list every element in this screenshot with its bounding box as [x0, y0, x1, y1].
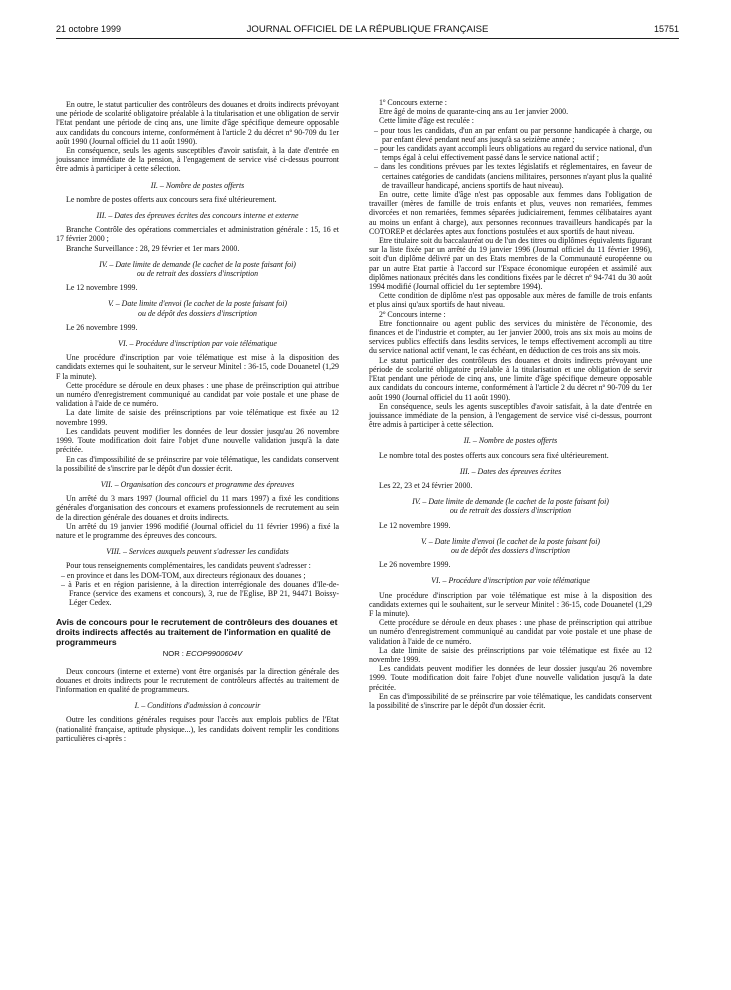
section-heading: IV. – Date limite de demande (le cachet de la poste faisant foi)	[412, 497, 609, 507]
paragraph: Etre titulaire soit du baccalauréat ou de l'un des titres ou diplômes équivalents figurant sur la liste fixée par un arrêté du 19 janvier 1996 (Journal officiel du 11 février 1996), soit d'un diplôme délivré par un des Etats membres de la Communauté européenne ou par un autre Etat partie à l'accord sur l'Espace économique européen et assimilé aux diplômes nationaux précités dans les conditions fixées par le décret nº 94-741 du 30 août 1994 modifié (Journal officiel du 1er septembre 1994).	[369, 236, 652, 292]
section-heading: VII. – Organisation des concours et programme des épreuves	[100, 479, 295, 489]
section-heading: V. – Date limite d'envoi (le cachet de la poste faisant foi)	[420, 536, 601, 546]
paragraph: Etre fonctionnaire ou agent public des services du ministère de l'économie, des finances et de l'industrie et compter, au 1er janvier 2000, trois ans six mois au moins de services publics effectifs dans lesdits services, le temps effectivement accompli au titre du service national actif venant, le cas échéant, en déduction de ces trois ans six mois.	[369, 318, 652, 356]
journal-title: JOURNAL OFFICIEL DE LA RÉPUBLIQUE FRANÇAISE	[246, 24, 489, 35]
section-heading: VIII. – Services auxquels peuvent s'adresser les candidats	[106, 547, 289, 557]
paragraph: Le 26 novembre 1999.	[379, 560, 451, 570]
paragraph: En outre, le statut particulier des contrôleurs des douanes et droits indirects prévoyant une période de scolarité obligatoire préalable à la titularisation et une obligation de servir l'Etat pendant une période de cinq ans, une limite d'âge spécifique demeure opposable aux candidats du concours interne, conformément à l'article 2 du décret nº 90-709 du 1er août 1990 (Journal officiel du 11 août 1990).	[56, 100, 339, 146]
section-heading: V. – Date limite d'envoi (le cachet de la poste faisant foi)	[107, 299, 288, 309]
notice-title: Avis de concours pour le recrutement de contrôleurs des douanes et droits indirects affectés au traitement de l'information en qualité de programmeurs	[56, 617, 338, 648]
section-heading-cont: ou de dépôt des dossiers d'inscription	[451, 545, 570, 555]
paragraph: Cette condition de diplôme n'est pas opposable aux mères de famille de trois enfants et plus ainsi qu'aux sportifs de haut niveau.	[369, 291, 652, 310]
section-heading-cont: ou de retrait des dossiers d'inscription	[136, 269, 259, 279]
paragraph: Les candidats peuvent modifier les données de leur dossier jusqu'au 26 novembre 1999. Toute modification doit faire l'objet d'une nouvelle validation jusqu'à la date précitée.	[369, 664, 652, 692]
paragraph: Cette limite d'âge est reculée :	[379, 116, 474, 126]
paragraph: La date limite de saisie des préinscriptions par voie télématique est fixée au 12 novembre 1999.	[369, 645, 652, 664]
paragraph: Une procédure d'inscription par voie télématique est mise à la disposition des candidats externes qui le souhaitent, sur le serveur Minitel : 36-15, code Douanetel (1,29 F la minute).	[369, 590, 652, 618]
nor-label: NOR :	[162, 649, 184, 659]
paragraph: Pour tous renseignements complémentaires, les candidats peuvent s'adresser :	[66, 561, 311, 571]
paragraph: Cette procédure se déroule en deux phases : une phase de préinscription qui attribue un numéro d'enregistrement communiqué au candidat par voie postale et une phase de validation à l'aide de ce numéro.	[369, 618, 652, 646]
paragraph: En conséquence, seuls les agents susceptibles d'avoir satisfait, à la date d'entrée en jouissance immédiate de la pension, à l'engagement de service visé ci-dessus pourront être admis à participer à cette sélection.	[56, 146, 339, 174]
section-heading: IV. – Date limite de demande (le cachet de la poste faisant foi)	[99, 259, 296, 269]
paragraph: En outre, cette limite d'âge n'est pas opposable aux femmes dans l'obligation de travailler (mères de famille de trois enfants et plus, veuves non remariées, femmes divorcées et non remariées, femmes séparées judiciairement, femmes célibataires ayant au moins un enfant à charge), aux personnes reconnues travailleurs handicapés par la COTOREP et déclarées aptes aux fonctions postulées et aux sportifs de haut niveau.	[369, 190, 652, 236]
section-heading: III. – Dates des épreuves écrites	[459, 466, 562, 476]
paragraph: Le 12 novembre 1999.	[379, 520, 451, 530]
section-heading-cont: ou de retrait des dossiers d'inscription	[449, 506, 572, 516]
paragraph: Outre les conditions générales requises pour l'accès aux emplois publics de l'Etat (nationalité française, aptitude physique...), les candidats doivent remplir les conditions particulières ci-après :	[56, 715, 339, 743]
paragraph: Les candidats peuvent modifier les données de leur dossier jusqu'au 26 novembre 1999. Toute modification doit faire l'objet d'une nouvelle validation jusqu'à la date précitée.	[56, 426, 339, 455]
section-heading: II. – Nombre de postes offerts	[463, 436, 558, 446]
subheading: 1º Concours externe :	[379, 98, 447, 107]
paragraph: Le 26 novembre 1999.	[66, 322, 138, 332]
section-heading-cont: ou de dépôt des dossiers d'inscription	[138, 308, 257, 318]
paragraph: En conséquence, seuls les agents susceptibles d'avoir satisfait, à la date d'entrée en jouissance immédiate de la pension, à l'engagement de service visé ci-dessus, pourront être admis à participer à cette sélection.	[369, 401, 652, 430]
paragraph: Cette procédure se déroule en deux phases : une phase de préinscription qui attribue un numéro d'enregistrement communiqué au candidat par voie postale et une phase de validation à l'aide de ce numéro.	[56, 380, 339, 409]
paragraph: Branche Surveillance : 28, 29 février et 1er mars 2000.	[66, 243, 240, 253]
paragraph: La date limite de saisie des préinscriptions par voie télématique est fixée au 12 novembre 1999.	[56, 408, 339, 427]
list-item: – pour les candidats ayant accompli leurs obligations au regard du service national, d'un temps égal à celui effectivement passé dans le service national actif ;	[374, 144, 652, 163]
subheading: 2º Concours interne :	[379, 309, 446, 319]
paragraph: Le nombre de postes offerts aux concours sera fixé ultérieurement.	[66, 194, 277, 204]
paragraph: Le statut particulier des contrôleurs des douanes et droits indirects prévoyant une période de scolarité obligatoire préalable à la titularisation et une obligation de servir l'Etat pendant une période de cinq ans, une limite d'âge spécifique demeure opposable aux candidats du concours interne, conformément à l'article 2 du décret nº 90-709 du 1er août 1990 (Journal officiel du 11 août 1990).	[369, 355, 652, 402]
section-heading: I. – Conditions d'admission à concourir	[134, 701, 261, 711]
section-heading: III. – Dates des épreuves écrites des concours interne et externe	[96, 211, 299, 221]
page-header	[56, 22, 679, 39]
paragraph: En cas d'impossibilité de se préinscrire par voie télématique, les candidats conservent la possibilité de s'inscrire par le dépôt d'un dossier écrit.	[369, 691, 652, 710]
list-item: – pour tous les candidats, d'un an par enfant ou par personne handicapée à charge, ou par enfant élevé pendant neuf ans jusqu'à sa seizième année ;	[374, 125, 652, 144]
paragraph: Un arrêté du 3 mars 1997 (Journal officiel du 11 mars 1997) a fixé les conditions générales d'organisation des concours et examens professionnels de recrutement au sein de la direction générale des douanes et droits indirects.	[56, 494, 339, 522]
section-heading: II. – Nombre de postes offerts	[150, 180, 245, 190]
paragraph: Le 12 novembre 1999.	[66, 283, 138, 293]
paragraph: Une procédure d'inscription par voie télématique est mise à la disposition des candidats externes qui le souhaitent, sur le serveur Minitel : 36-15, code Douanetel (1,29 F la minute).	[56, 353, 339, 381]
list-item: – en province et dans les DOM-TOM, aux directeurs régionaux des douanes ;	[61, 570, 306, 580]
section-heading: VI. – Procédure d'inscription par voie télématique	[431, 576, 590, 586]
paragraph: Etre âgé de moins de quarante-cinq ans au 1er janvier 2000.	[379, 107, 569, 117]
section-heading: VI. – Procédure d'inscription par voie télématique	[118, 339, 277, 349]
paragraph: Un arrêté du 19 janvier 1996 modifié (Journal officiel du 11 février 1996) a fixé la nature et le programme des épreuves des concours.	[56, 521, 339, 540]
list-item: – à Paris et en région parisienne, à la direction interrégionale des douanes d'Ile-de-France (service des examens et concours), 3, rue de l'Eglise, BP 21, 94471 Boissy-Léger Cedex.	[61, 579, 339, 608]
paragraph: Le nombre total des postes offerts aux concours sera fixé ultérieurement.	[379, 450, 609, 460]
page-number: 15751	[653, 24, 679, 34]
paragraph: En cas d'impossibilité de se préinscrire par voie télématique, les candidats conservent la possibilité de s'inscrire par le dépôt d'un dossier écrit.	[56, 454, 339, 473]
right-column	[369, 98, 652, 710]
nor-code: ECOP9900604V	[186, 649, 243, 659]
left-column	[56, 100, 339, 743]
list-item: – dans les conditions prévues par les textes législatifs et réglementaires, en faveur de certaines catégories de candidats (anciens militaires, personnes n'ayant plus la qualité de travailleur handicapé, anciens sportifs de haut niveau).	[374, 162, 652, 190]
paragraph: Deux concours (interne et externe) vont être organisés par la direction générale des douanes et droits indirects pour le recrutement de contrôleurs affectés au traitement de l'information en qualité de programmeurs.	[56, 666, 339, 694]
paragraph: Les 22, 23 et 24 février 2000.	[379, 480, 473, 490]
paragraph: Branche Contrôle des opérations commerciales et administration générale : 15, 16 et 17 février 2000 ;	[56, 225, 339, 244]
header-date: 21 octobre 1999	[56, 24, 122, 34]
nor-reference	[56, 649, 339, 658]
